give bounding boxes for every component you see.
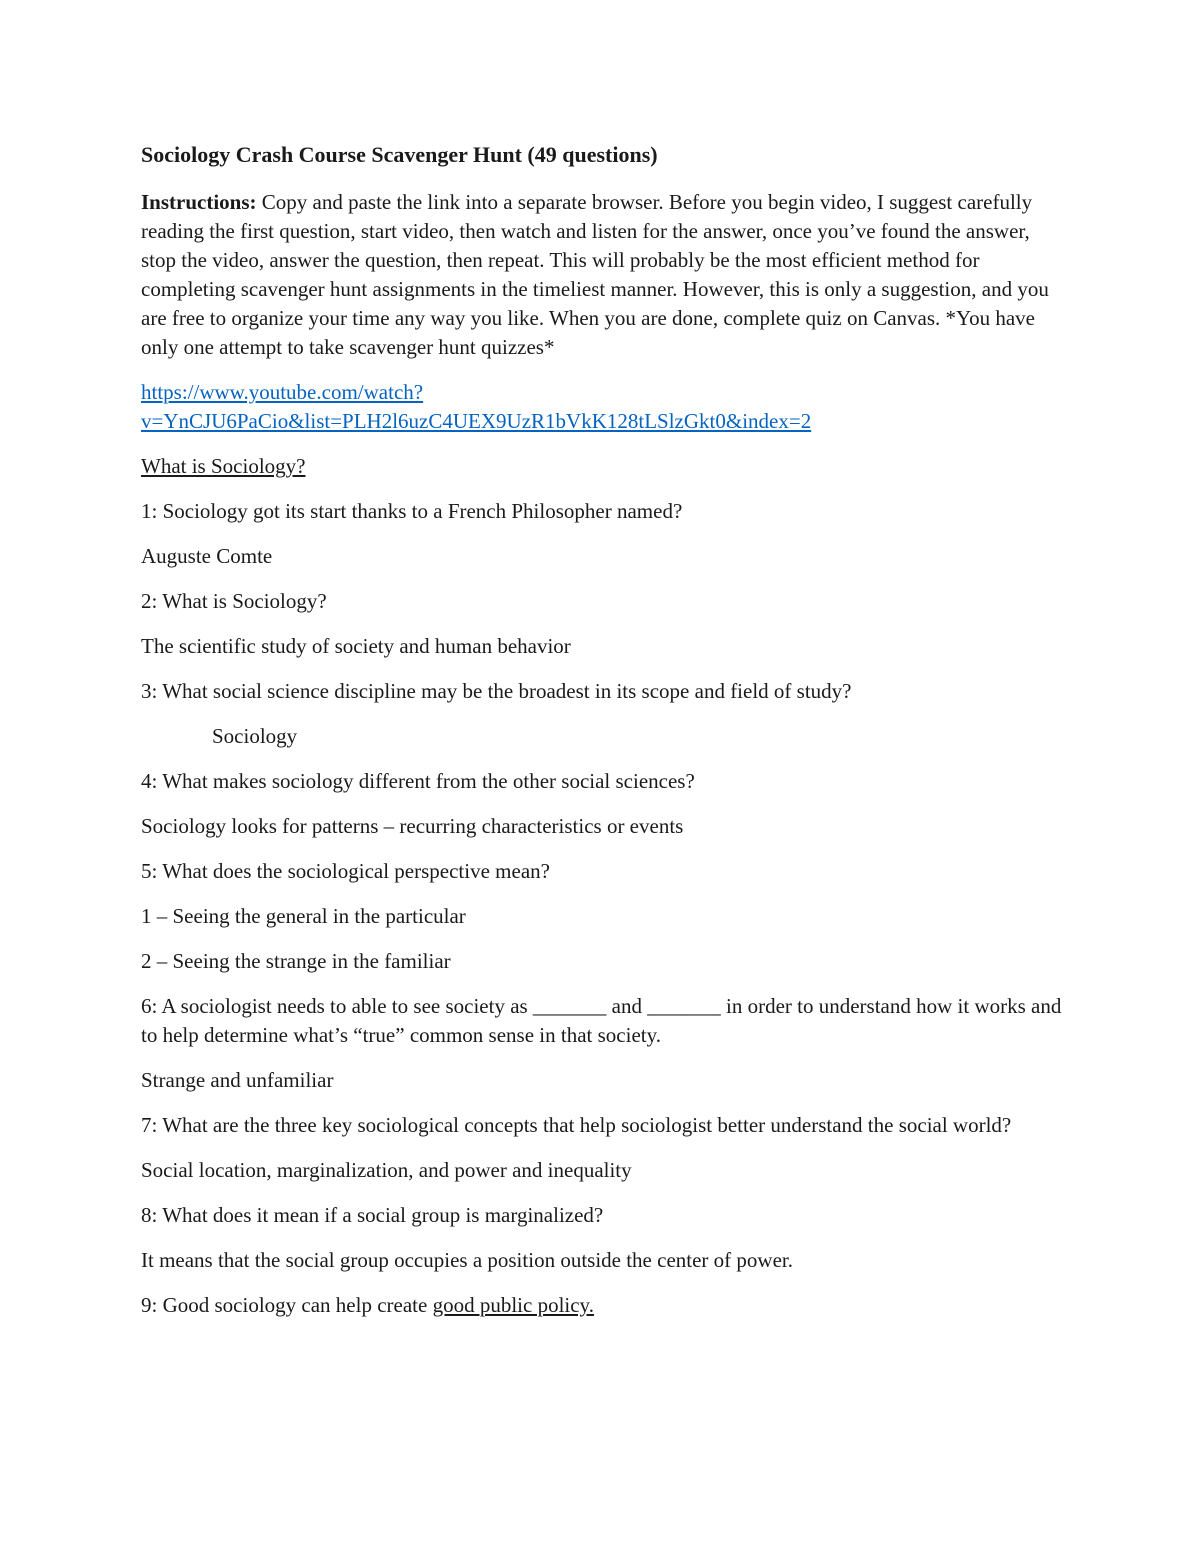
question-2: 2: What is Sociology? <box>141 589 327 613</box>
video-link[interactable] <box>141 380 811 433</box>
question-4: 4: What makes sociology different from the other social sciences? <box>141 769 695 793</box>
question-5: 5: What does the sociological perspective mean? <box>141 859 550 883</box>
question-7: 7: What are the three key sociological concepts that help sociologist better understand the social world? <box>141 1113 1012 1137</box>
answer-3: Sociology <box>212 724 298 748</box>
answer-5-part-2: 2 – Seeing the strange in the familiar <box>141 949 451 973</box>
question-6: 6: A sociologist needs to able to see society as _______ and _______ in order to understand how it works and to help determine what’s “true” common sense in that society. <box>141 994 1062 1047</box>
answer-4: Sociology looks for patterns – recurring characteristics or events <box>141 814 684 838</box>
question-8: 8: What does it mean if a social group is marginalized? <box>141 1203 604 1227</box>
question-1: 1: Sociology got its start thanks to a French Philosopher named? <box>141 499 683 523</box>
document-page <box>141 140 1066 1336</box>
answer-5-part-1: 1 – Seeing the general in the particular <box>141 904 466 928</box>
answer-8: It means that the social group occupies a position outside the center of power. <box>141 1248 793 1272</box>
video-link-paragraph <box>141 378 1066 436</box>
video-link-line-1[interactable]: https://www.youtube.com/watch? <box>141 380 424 404</box>
question-3: 3: What social science discipline may be the broadest in its scope and field of study? <box>141 679 852 703</box>
instructions-paragraph <box>141 188 1066 362</box>
question-9-prefix: 9: Good sociology can help create <box>141 1293 433 1317</box>
answer-2: The scientific study of society and human behavior <box>141 634 571 658</box>
answer-9: good public policy. <box>432 1293 594 1317</box>
answer-7: Social location, marginalization, and power and inequality <box>141 1158 632 1182</box>
section-heading: What is Sociology? <box>141 454 306 478</box>
document-title: Sociology Crash Course Scavenger Hunt (49 questions) <box>141 142 658 167</box>
answer-6: Strange and unfamiliar <box>141 1068 334 1092</box>
instructions-label: Instructions: <box>141 190 257 214</box>
answer-1: Auguste Comte <box>141 544 273 568</box>
question-9 <box>141 1291 1066 1320</box>
instructions-text: Copy and paste the link into a separate browser. Before you begin video, I suggest carefully reading the first question, start video, then watch and listen for the answer, once you’ve found the answer, stop the video, answer the question, then repeat. This will probably be the most efficient method for completing scavenger hunt assignments in the timeliest manner. However, this is only a suggestion, and you are free to organize your time any way you like. When you are done, complete quiz on Canvas. *You have only one attempt to take scavenger hunt quizzes* <box>141 190 1049 359</box>
video-link-line-2[interactable]: v=YnCJU6PaCio&list=PLH2l6uzC4UEX9UzR1bVkK128tLSlzGkt0&index=2 <box>141 409 812 433</box>
